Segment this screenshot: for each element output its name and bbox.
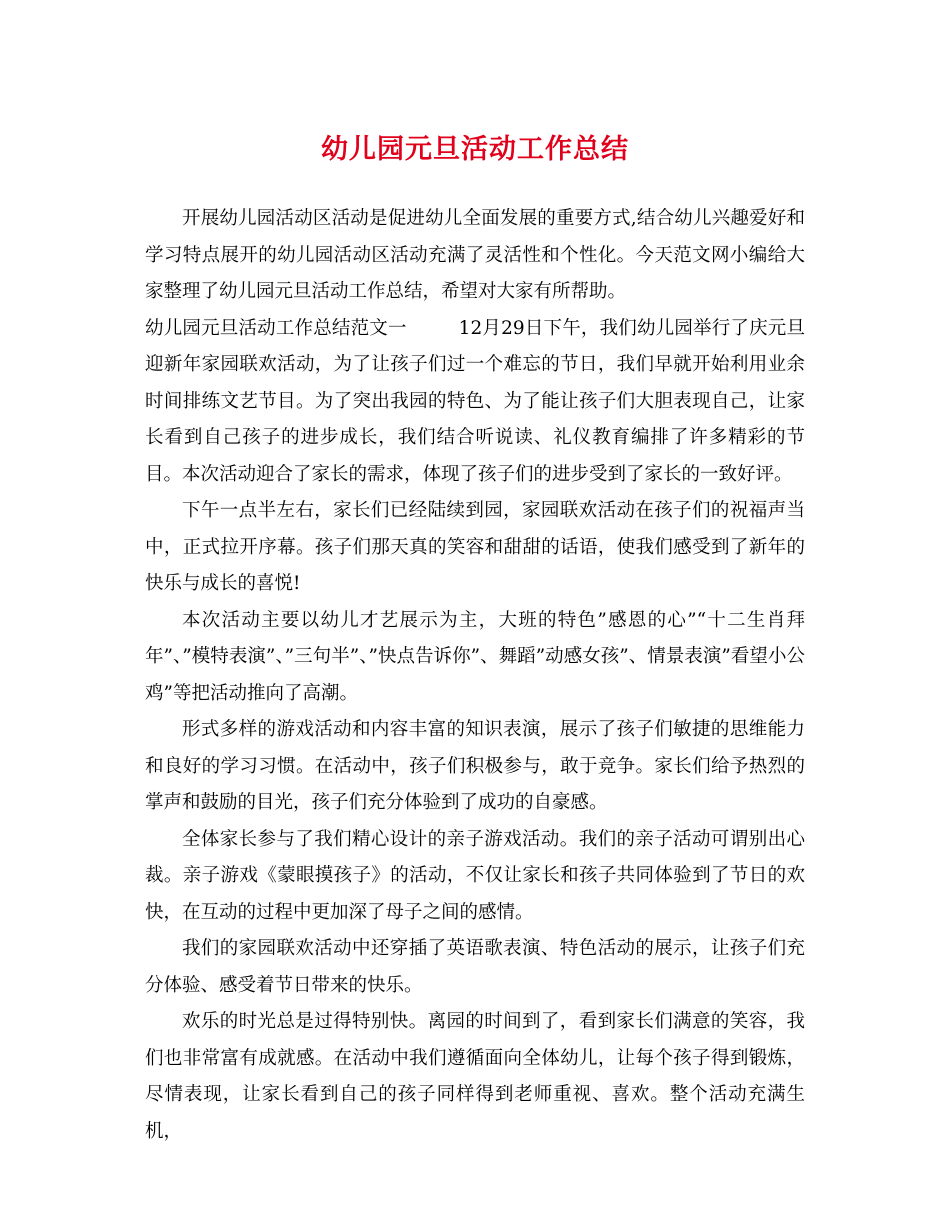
document-body [145, 201, 805, 1150]
paragraph-2: 本次活动主要以幼儿才艺展示为主，大班的特色”感恩的心”“十二生肖拜年”、”模特表演”、”三句半”、”快点告诉你”、舞蹈”动感女孩”、情景表演”看望小公鸡”等把活动推向了高潮。 [145, 609, 805, 704]
paragraph-5: 我们的家园联欢活动中还穿插了英语歌表演、特色活动的展示，让孩子们充分体验、感受着节日带来的快乐。 [145, 938, 805, 996]
section-paragraph [145, 311, 805, 494]
intro-paragraph: 开展幼儿园活动区活动是促进幼儿全面发展的重要方式,结合幼儿兴趣爱好和学习特点展开的幼儿园活动区活动充满了灵活性和个性化。今天范文网小编给大家整理了幼儿园元旦活动工作总结，希望对大家有所帮助。 [145, 208, 805, 302]
section-heading: 幼儿园元旦活动工作总结范文一 [145, 317, 407, 339]
paragraph-4: 全体家长参与了我们精心设计的亲子游戏活动。我们的亲子活动可谓别出心裁。亲子游戏《蒙眼摸孩子》的活动，不仅让家长和孩子共同体验到了节日的欢快，在互动的过程中更加深了母子之间的感情。 [145, 828, 805, 923]
document-title: 幼儿园元旦活动工作总结 [321, 134, 629, 165]
paragraph-6: 欢乐的时光总是过得特别快。离园的时间到了，看到家长们满意的笑容，我们也非常富有成就感。在活动中我们遵循面向全体幼儿，让每个孩子得到锻炼，尽情表现，让家长看到自己的孩子同样得到老师重视、喜欢。整个活动充满生机， [145, 1011, 805, 1142]
paragraph-1: 下午一点半左右，家长们已经陆续到园，家园联欢活动在孩子们的祝福声当中，正式拉开序幕。孩子们那天真的笑容和甜甜的话语，使我们感受到了新年的快乐与成长的喜悦! [145, 500, 805, 594]
paragraph-3: 形式多样的游戏活动和内容丰富的知识表演，展示了孩子们敏捷的思维能力和良好的学习习惯。在活动中，孩子们积极参与，敢于竞争。家长们给予热烈的掌声和鼓励的目光，孩子们充分体验到了成功的自豪感。 [145, 719, 805, 813]
section-first-text: 12月29日下午，我们幼儿园举行了庆元旦迎新年家园联欢活动，为了让孩子们过一个难忘的节日，我们早就开始利用业余时间排练文艺节目。为了突出我园的特色、为了能让孩子们大胆表现自己，让家长看到自己孩子的进步成长，我们结合听说读、礼仪教育编排了许多精彩的节目。本次活动迎合了家长的需求，体现了孩子们的进步受到了家长的一致好评。 [145, 317, 805, 485]
